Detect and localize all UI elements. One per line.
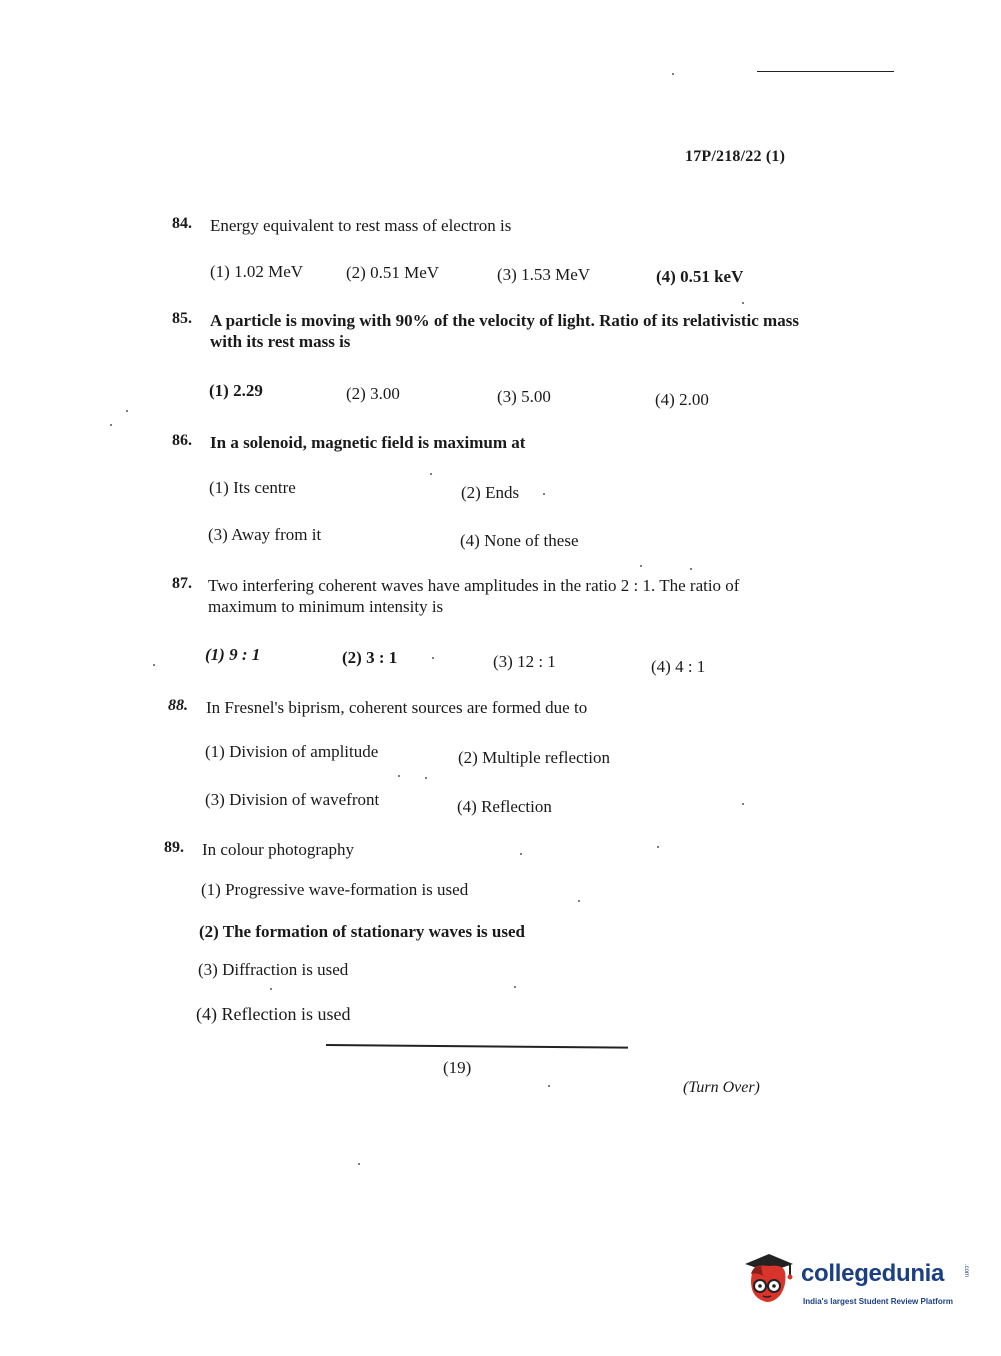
option-4: (4) Reflection (457, 797, 552, 816)
option-3: (3) Diffraction is used (198, 960, 349, 979)
scan-speck (425, 777, 427, 779)
scan-speck (110, 424, 112, 426)
brand-name: collegedunia (801, 1260, 945, 1287)
option-1: (1) 2.29 (209, 381, 263, 400)
question-text: In colour photography (202, 840, 355, 859)
scan-speck (398, 775, 400, 777)
brand-domain: .com (963, 1264, 969, 1278)
question-text: A particle is moving with 90% of the velocity of light. Ratio of its relativistic mass with its rest mass is (210, 311, 799, 351)
option-4: (4) 0.51 keV (656, 267, 744, 286)
question-number: 85. (172, 310, 192, 327)
brand-tagline: India's largest Student Review Platform (803, 1297, 953, 1306)
option-2: (2) 0.51 MeV (346, 263, 440, 282)
option-2: (2) The formation of stationary waves is used (199, 922, 525, 941)
question-text: Energy equivalent to rest mass of electron is (210, 216, 512, 235)
turn-over-note: (Turn Over) (683, 1079, 760, 1096)
option-3: (3) 12 : 1 (493, 652, 556, 671)
scan-speck (432, 657, 434, 659)
question-number: 84. (172, 215, 192, 232)
question-number: 89. (164, 839, 184, 856)
question-number: 88. (168, 697, 188, 714)
option-1: (1) Progressive wave-formation is used (201, 880, 469, 899)
scan-speck (548, 1085, 550, 1087)
option-2: (2) 3.00 (346, 384, 400, 403)
scan-speck (578, 900, 580, 902)
option-4: (4) 4 : 1 (651, 657, 706, 676)
scan-speck (153, 664, 155, 666)
option-4: (4) None of these (460, 531, 579, 550)
option-1: (1) Division of amplitude (205, 742, 379, 761)
scan-speck (430, 473, 432, 475)
option-4: (4) Reflection is used (196, 1004, 351, 1024)
top-rule (757, 71, 894, 72)
question-number: 87. (172, 575, 192, 592)
question-number: 86. (172, 432, 192, 449)
option-3: (3) 1.53 MeV (497, 265, 591, 284)
option-3: (3) Division of wavefront (205, 790, 380, 809)
scan-speck (672, 73, 674, 75)
mascot-icon (741, 1250, 799, 1314)
question-text: In a solenoid, magnetic field is maximum at (210, 433, 526, 452)
paper-code: 17P/218/22 (1) (685, 148, 786, 165)
question-text: Two interfering coherent waves have amplitudes in the ratio 2 : 1. The ratio of maximum to minimum intensity is (208, 576, 740, 616)
scan-speck (690, 568, 692, 570)
scan-speck (543, 493, 545, 495)
option-3: (3) Away from it (208, 525, 322, 544)
scan-speck (742, 803, 744, 805)
scan-speck (520, 853, 522, 855)
page-number: (19) (443, 1058, 472, 1077)
option-1: (1) Its centre (209, 478, 296, 497)
scan-speck (126, 410, 128, 412)
scan-speck (640, 565, 642, 567)
question-text: In Fresnel's biprism, coherent sources are formed due to (206, 698, 588, 717)
option-3: (3) 5.00 (497, 387, 551, 406)
scan-speck (358, 1163, 360, 1165)
option-1: (1) 1.02 MeV (210, 262, 304, 281)
bottom-rule (326, 1044, 628, 1049)
scan-speck (742, 302, 744, 304)
scan-speck (657, 846, 659, 848)
option-2: (2) Ends (461, 483, 520, 502)
option-2: (2) 3 : 1 (342, 648, 398, 667)
option-2: (2) Multiple reflection (458, 748, 611, 767)
option-1: (1) 9 : 1 (205, 645, 261, 664)
scan-speck (514, 986, 516, 988)
scan-speck (270, 988, 272, 990)
option-4: (4) 2.00 (655, 390, 709, 409)
collegedunia-logo (741, 1250, 973, 1314)
